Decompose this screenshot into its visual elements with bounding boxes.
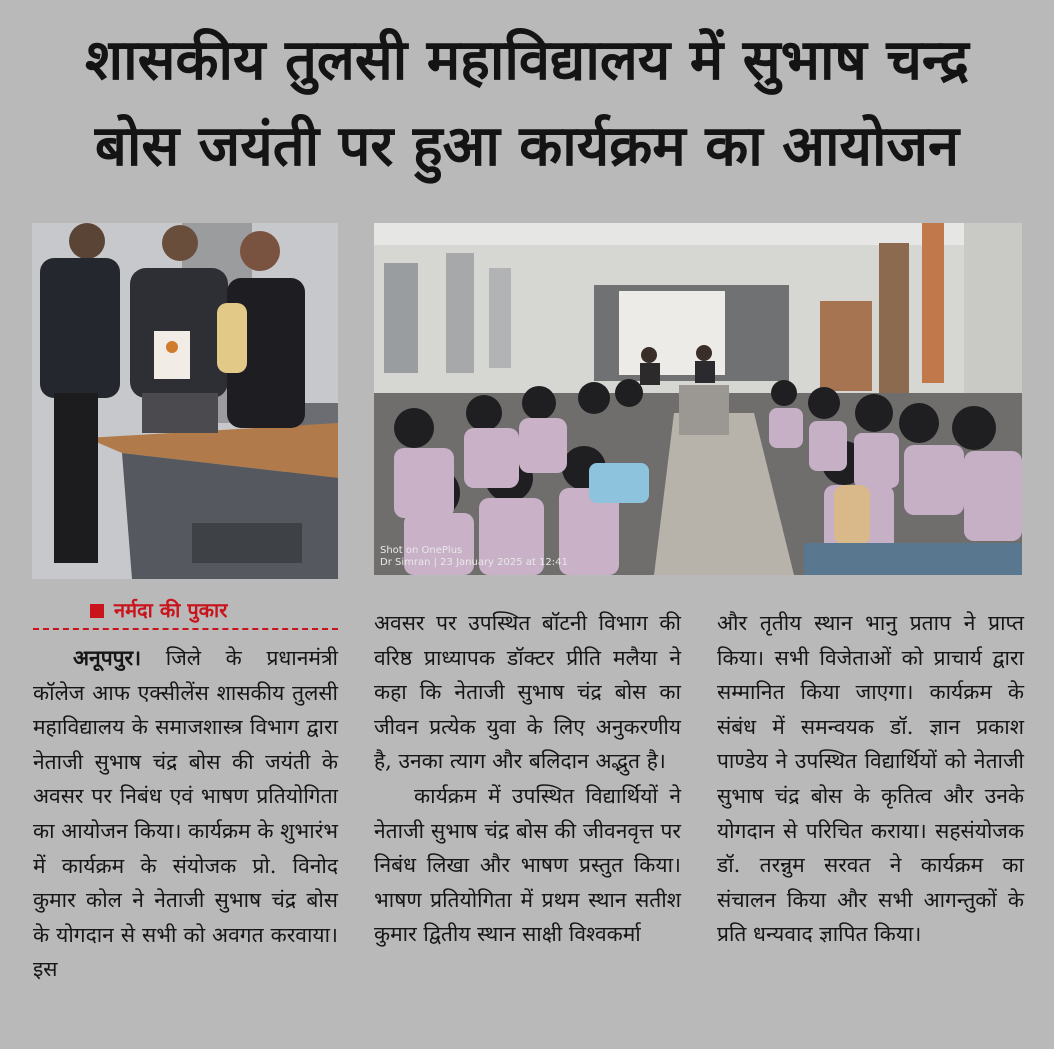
column-2-paragraph-1: अवसर पर उपस्थित बॉटनी विभाग की वरिष्ठ प्राध्यापक डॉक्टर प्रीति मलैया ने कहा कि नेताजी सुभाष चंद्र बोस का जीवन प्रत्येक युवा के लिए अनुकरणीय है, उनका त्याग और बलिदान अद्भुत है। xyxy=(374,611,681,774)
byline-text: नर्मदा की पुकार xyxy=(114,598,228,622)
headline-line-1: शासकीय तुलसी महाविद्यालय में सुभाष चन्द्र xyxy=(85,28,969,93)
byline-divider xyxy=(33,628,338,630)
article-column-2 xyxy=(374,606,681,952)
photo-certificate-scene xyxy=(32,223,338,579)
article-column-1 xyxy=(33,641,338,987)
column-1-text: जिले के प्रधानमंत्री कॉलेज आफ एक्सीलेंस शासकीय तुलसी महाविद्यालय के समाजशास्त्र विभाग द्वारा नेताजी सुभाष चंद्र बोस की जयंती के अवसर पर निबंध एवं भाषण प्रतियोगिता का आयोजन किया। कार्यक्रम के शुभारंभ में कार्यक्रम के संयोजक प्रो. विनोद कुमार कोल ने नेताजी सुभाष चंद्र बोस के योगदान से सभी को अवगत करवाया। इस xyxy=(33,646,338,982)
dateline: अनूपपुर। xyxy=(73,645,142,670)
byline xyxy=(90,597,227,623)
article-column-3 xyxy=(717,606,1024,952)
headline xyxy=(0,18,1054,190)
photo-certificate-presentation xyxy=(32,223,338,579)
photo-caption-line-1: Shot on OnePlus xyxy=(380,545,463,556)
photo-classroom xyxy=(374,223,1022,575)
column-2-paragraph-2: कार्यक्रम में उपस्थित विद्यार्थियों ने नेताजी सुभाष चंद्र बोस की जीवनवृत्त पर निबंध लिखा और भाषण प्रस्तुत किया। भाषण प्रतियोगिता में प्रथम स्थान सतीश कुमार द्वितीय स्थान साक्षी विश्वकर्मा xyxy=(374,783,681,947)
byline-square-icon xyxy=(90,604,104,618)
photo-classroom-scene xyxy=(374,223,1022,575)
photo-caption-line-2: Dr Simran | 23 January 2025 at 12:41 xyxy=(380,557,568,568)
headline-line-2: बोस जयंती पर हुआ कार्यक्रम का आयोजन xyxy=(94,114,960,179)
column-3-paragraph: और तृतीय स्थान भानु प्रताप ने प्राप्त किया। सभी विजेताओं को प्राचार्य द्वारा सम्मानित किया जाएगा। कार्यक्रम के संबंध में समन्वयक डॉ. ज्ञान प्रकाश पाण्डेय ने उपस्थित विद्यार्थियों को नेताजी सुभाष चंद्र बोस के कृतित्व और उनके योगदान से परिचित कराया। सहसंयोजक डॉ. तरन्नुम सरवत ने कार्यक्रम का संचालन किया और सभी आगन्तुकों के प्रति धन्यवाद ज्ञापित किया। xyxy=(717,611,1024,947)
photo-caption-stamp xyxy=(380,545,568,569)
